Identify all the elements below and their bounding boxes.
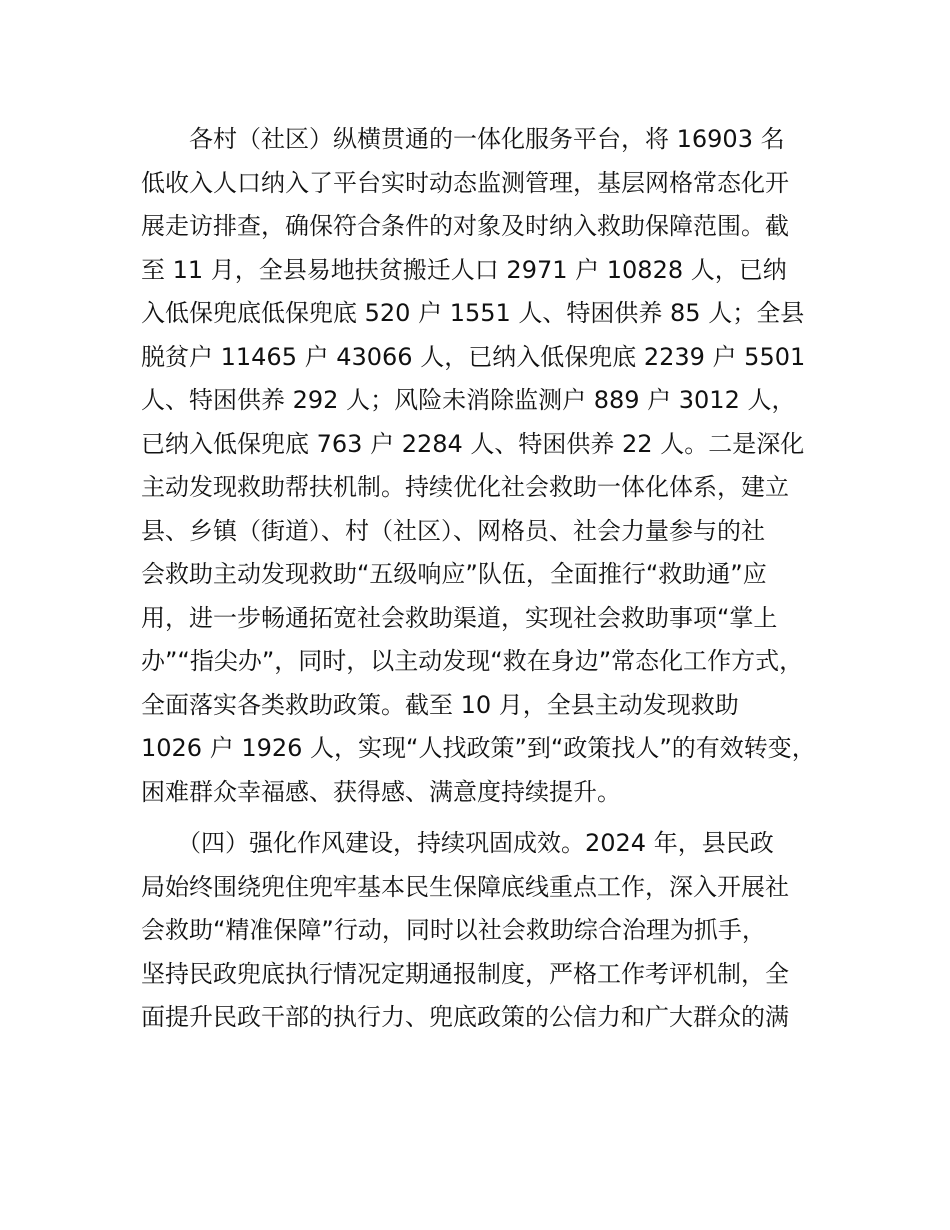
text-line: 主动发现救助帮扶机制。持续优化社会救助一体化体系，建立 (141, 473, 789, 501)
text-line: 展走访排查，确保符合条件的对象及时纳入救助保障范围。截 (141, 212, 789, 240)
text-line: （四）强化作风建设，持续巩固成效。2024 年，县民政 (141, 829, 774, 857)
paragraph-work-style (141, 822, 841, 1040)
text-line: 局始终围绕兜住兜牢基本民生保障底线重点工作，深入开展社 (141, 872, 789, 901)
text-line: 面提升民政干部的执行力、兜底政策的公信力和广大群众的满 (141, 1003, 789, 1031)
text-line: 坚持民政兜底执行情况定期通报制度，严格工作考评机制，全 (141, 959, 789, 988)
text-line: 脱贫户 11465 户 43066 人，已纳入低保兜底 2239 户 5501 (141, 342, 806, 371)
text-line: 已纳入低保兜底 763 户 2284 人、特困供养 22 人。二是深化 (141, 429, 805, 458)
text-line: 困难群众幸福感、获得感、满意度持续提升。 (141, 777, 621, 806)
text-line: 1026 户 1926 人，实现“人找政策”到“政策找人”的有效转变， (141, 734, 816, 762)
text-line: 人、特困供养 292 人；风险未消除监测户 889 户 3012 人， (141, 386, 796, 414)
text-line: 会救助“精准保障”行动，同时以社会救助综合治理为抓手， (141, 916, 766, 944)
text-line: 办”“指尖办”，同时，以主动发现“救在身边”常态化工作方式， (141, 647, 804, 675)
text-line: 全面落实各类救助政策。截至 10 月，全县主动发现救助 (141, 690, 739, 719)
text-line: 低收入人口纳入了平台实时动态监测管理，基层网格常态化开 (141, 168, 789, 197)
text-line: 县、乡镇（街道）、村（社区）、网格员、社会力量参与的社 (141, 516, 765, 545)
text-line: 用，进一步畅通拓宽社会救助渠道，实现社会救助事项“掌上 (141, 603, 778, 632)
text-line: 会救助主动发现救助“五级响应”队伍，全面推行“救助通”应 (141, 560, 767, 588)
text-line: 至 11 月，全县易地扶贫搬迁人口 2971 户 10828 人，已纳 (141, 255, 787, 284)
text-line: 各村（社区）纵横贯通的一体化服务平台，将 16903 名 (141, 125, 785, 153)
paragraph-social-assistance (141, 118, 841, 814)
text-line: 入低保兜底低保兜底 520 户 1551 人、特困供养 85 人；全县 (141, 299, 805, 327)
